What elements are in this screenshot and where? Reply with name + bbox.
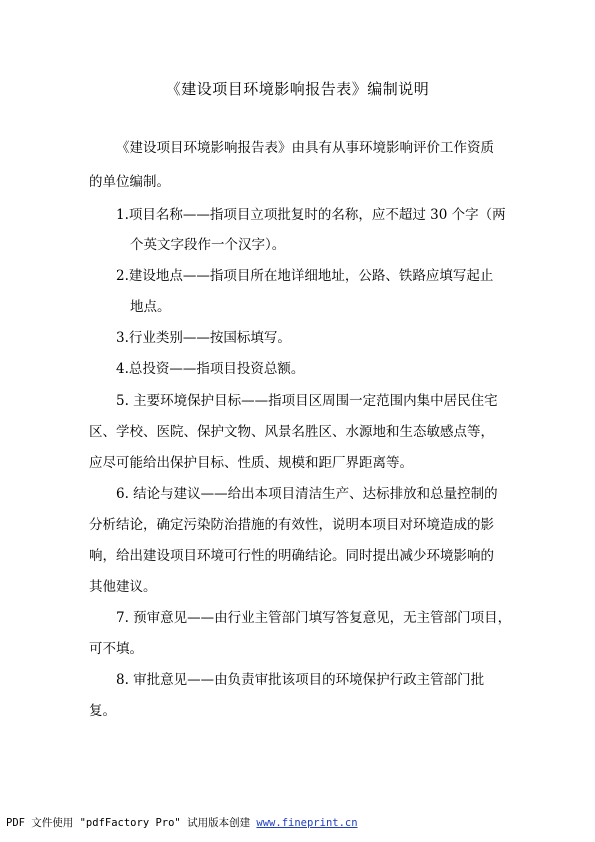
paragraph-line: 1.项目名称——指项目立项批复时的名称，应不超过 30 个字（两	[116, 207, 506, 223]
paragraph-line: 地点。	[130, 299, 171, 315]
document-title: 《建设项目环境影响报告表》编制说明	[165, 80, 430, 98]
paragraph-line: 应尽可能给出保护目标、性质、规模和距厂界距离等。	[89, 455, 413, 471]
paragraph-line: 可不填。	[89, 641, 143, 657]
paragraph-line: 区、学校、医院、保护文物、风景名胜区、水源地和生态敏感点等，	[89, 424, 494, 440]
paragraph-line: 6. 结论与建议——给出本项目清洁生产、达标排放和总量控制的	[116, 486, 498, 502]
paragraph-line: 《建设项目环境影响报告表》由具有从事环境影响评价工作资质	[116, 140, 494, 156]
paragraph-line: 其他建议。	[89, 579, 157, 595]
paragraph-line: 4.总投资——指项目投资总额。	[116, 361, 305, 377]
footer-link[interactable]: www.fineprint.cn	[256, 817, 358, 829]
paragraph-line: 响，给出建设项目环境可行性的明确结论。同时提出减少环境影响的	[89, 548, 494, 564]
paragraph-line: 的单位编制。	[89, 174, 170, 190]
footer-watermark	[6, 816, 358, 830]
paragraph-line: 2.建设地点——指项目所在地详细地址，公路、铁路应填写起止	[116, 268, 494, 284]
footer-text: PDF 文件使用 "pdfFactory Pro" 试用版本创建	[6, 817, 257, 829]
paragraph-line: 7. 预审意见——由行业主管部门填写答复意见，无主管部门项目，	[116, 610, 512, 626]
paragraph-line: 3.行业类别——按国标填写。	[116, 330, 291, 346]
paragraph-line: 8. 审批意见——由负责审批该项目的环境保护行政主管部门批	[116, 672, 485, 688]
paragraph-line: 分析结论，确定污染防治措施的有效性，说明本项目对环境造成的影	[89, 517, 494, 533]
paragraph-line: 复。	[89, 703, 116, 719]
paragraph-line: 5. 主要环境保护目标——指项目区周围一定范围内集中居民住宅	[116, 393, 498, 409]
paragraph-line: 个英文字段作一个汉字）。	[130, 237, 286, 253]
